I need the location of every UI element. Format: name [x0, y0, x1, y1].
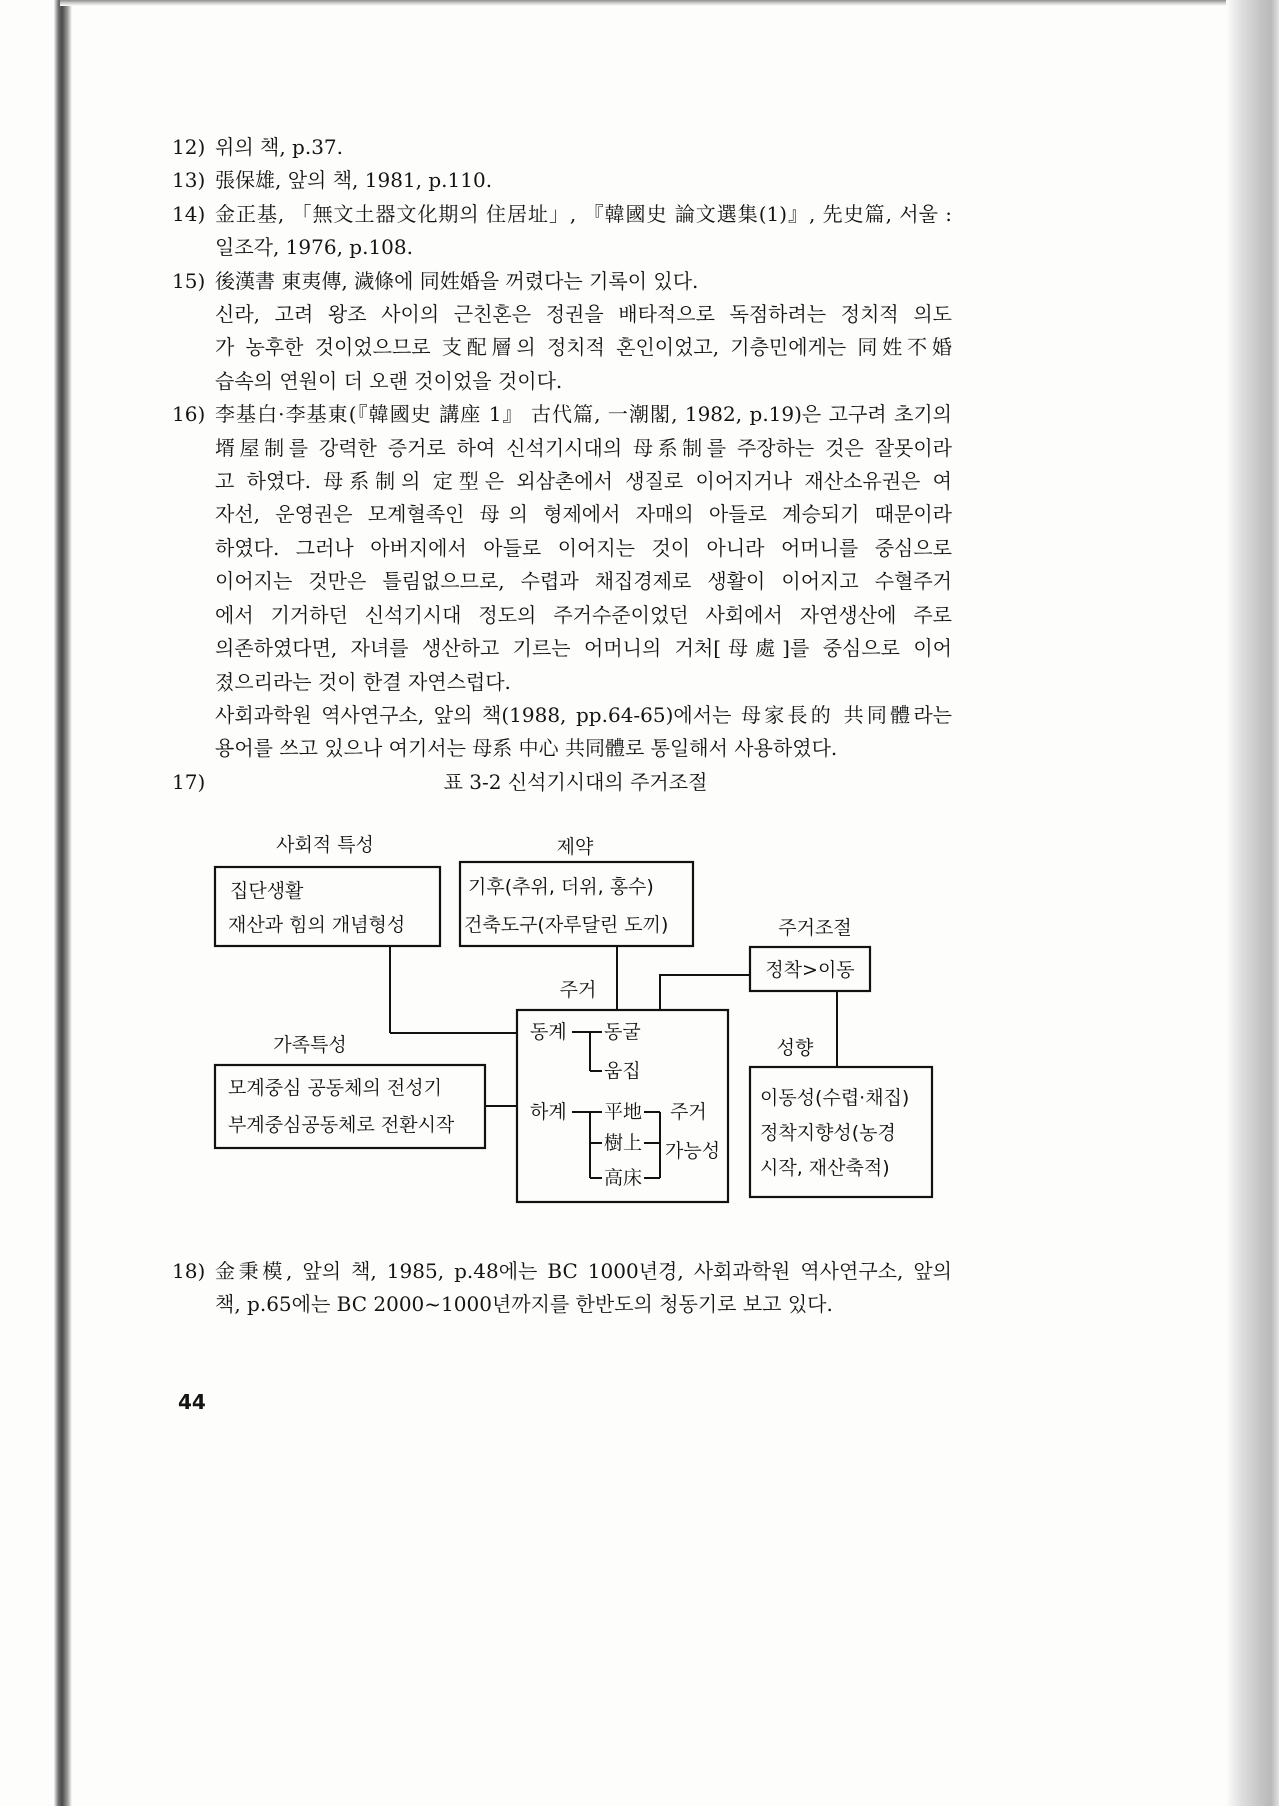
family-traits-label: 가족특성: [273, 1034, 347, 1056]
footnote-body: [215, 398, 952, 765]
constraint-text: 건축도구(자루달린 도끼): [464, 914, 669, 936]
footnote-line: 일조각, 1976, p.108.: [215, 235, 413, 260]
footnote-body: [215, 1255, 952, 1322]
footnote-line: 사회과학원 역사연구소, 앞의 책(1988, pp.64-65)에서는 母家長的 共同體라는: [215, 702, 952, 727]
winter-item: 움집: [604, 1060, 641, 1082]
summer-label: 하계: [530, 1101, 567, 1123]
footnote-number: 18): [172, 1259, 206, 1283]
footnote-line: 졌으리라는 것이 한결 자연스럽다.: [215, 669, 511, 694]
summer-item: 高床: [604, 1167, 643, 1189]
footnote-number: 13): [172, 168, 206, 193]
tendency-label: 성향: [776, 1037, 814, 1059]
dwelling-adjustment-label: 주거조절: [778, 917, 852, 939]
social-traits-label: 사회적 특성: [276, 834, 374, 856]
footnote-16: [172, 398, 952, 765]
footnote-line: 고 하였다. 母系制의 定型은 외삼촌에서 생질로 이어지거나 재산소유권은 여: [215, 469, 952, 494]
footnote-14: [172, 198, 952, 265]
footnote-line: 에서 기거하던 신석기시대 정도의 주거수준이었던 사회에서 자연생산에 주로: [215, 602, 952, 627]
footnote-line: 이어지는 것만은 틀림없으므로, 수렵과 채집경제로 생활이 이어지고 수혈주거: [215, 569, 952, 594]
footnote-line: 金秉模, 앞의 책, 1985, p.48에는 BC 1000년경, 사회과학원 역사연구소, 앞의: [215, 1259, 952, 1283]
footnote-number: 16): [172, 402, 206, 427]
footnote-number: 14): [172, 201, 206, 226]
footnote-body: [215, 131, 952, 164]
page-edge-top: [60, 0, 1230, 6]
table-caption: 표 3-2 신석기시대의 주거조절: [443, 769, 708, 794]
footnote-number: 12): [172, 135, 206, 159]
footnote-line: 용어를 쓰고 있으나 여기서는 母系 中心 共同體로 통일해서 사용하였다.: [215, 736, 838, 761]
footnote-18: [172, 1255, 952, 1322]
footnote-15: [172, 265, 952, 399]
winter-item: 동굴: [604, 1021, 641, 1043]
footnote-line: 張保雄, 앞의 책, 1981, p.110.: [215, 168, 493, 193]
tendency-text: 시작, 재산축적): [760, 1157, 890, 1179]
footnote-line: 의존하였다면, 자녀를 생산하고 기르는 어머니의 거처[母處]를 중심으로 이어: [215, 636, 952, 661]
footnote-line: 李基白·李基東(『韓國史 講座 1』 古代篇, 一潮閣, 1982, p.19)은 고구려 초기의: [215, 402, 952, 427]
tendency-text: 이동성(수렵·채집): [760, 1087, 910, 1109]
footnote-line: 신라, 고려 왕조 사이의 근친혼은 정권을 배타적으로 독점하려는 정치적 의도: [215, 302, 952, 327]
footnote-line: 위의 책, p.37.: [215, 135, 343, 159]
footnote-17: [172, 766, 952, 799]
footnote-line: 책, p.65에는 BC 2000~1000년까지를 한반도의 청동기로 보고 있다.: [215, 1292, 833, 1317]
tendency-text: 정착지향성(농경: [760, 1122, 896, 1144]
family-traits-text: 모계중심 공동체의 전성기: [228, 1077, 442, 1099]
social-traits-text: 집단생활: [230, 880, 304, 902]
summer-item: 平地: [604, 1101, 643, 1123]
footnote-number: 15): [172, 268, 206, 293]
footnote-line: 壻屋制를 강력한 증거로 하여 신석기시대의 母系制를 주장하는 것은 잘못이라: [215, 435, 952, 460]
summer-result: 주거: [670, 1101, 707, 1123]
footnote-number: 17): [172, 769, 206, 794]
footnote-line: 가 농후한 것이었으므로 支配層의 정치적 혼인이었고, 기층민에게는 同姓不婚: [215, 335, 952, 360]
page-edge-left: [54, 0, 72, 1806]
page-number: 44: [178, 1390, 206, 1414]
winter-label: 동계: [530, 1021, 567, 1043]
footnote-body: [215, 164, 952, 197]
footnote-12: [172, 131, 952, 164]
dwelling-adjustment-diagram: [200, 820, 960, 1220]
footnote-line: 자선, 운영권은 모계혈족인 母의 형제에서 자매의 아들로 계승되기 때문이라: [215, 502, 952, 527]
footnotes: [172, 131, 952, 799]
footnote-line: 後漢書 東夷傳, 濊條에 同姓婚을 꺼렸다는 기록이 있다.: [215, 268, 699, 293]
dwelling-adjustment-text: 정착>이동: [765, 959, 855, 981]
summer-item: 樹上: [604, 1132, 643, 1154]
footnote-body: [215, 766, 952, 799]
family-traits-text: 부계중심공동체로 전환시작: [228, 1114, 455, 1136]
social-traits-text: 재산과 힘의 개념형성: [228, 914, 406, 936]
footnote-line: 金正基, 「無文土器文化期의 住居址」, 『韓國史 論文選集(1)』, 先史篇, 서울 :: [215, 201, 952, 226]
footnotes-continued: [172, 1255, 952, 1322]
connector-line: [660, 975, 750, 1010]
footnote-body: [215, 265, 952, 399]
footnote-body: [215, 198, 952, 265]
footnote-line: 습속의 연원이 더 오랜 것이었을 것이다.: [215, 368, 563, 393]
page-edge-right: [1226, 0, 1279, 1806]
footnote-13: [172, 164, 952, 197]
constraint-label: 제약: [556, 836, 594, 858]
footnote-line: 하였다. 그러나 아버지에서 아들로 이어지는 것이 아니라 어머니를 중심으로: [215, 535, 952, 560]
constraint-text: 기후(추위, 더위, 홍수): [468, 876, 654, 898]
summer-result: 가능성: [665, 1140, 721, 1162]
dwelling-label: 주거: [559, 979, 597, 1001]
